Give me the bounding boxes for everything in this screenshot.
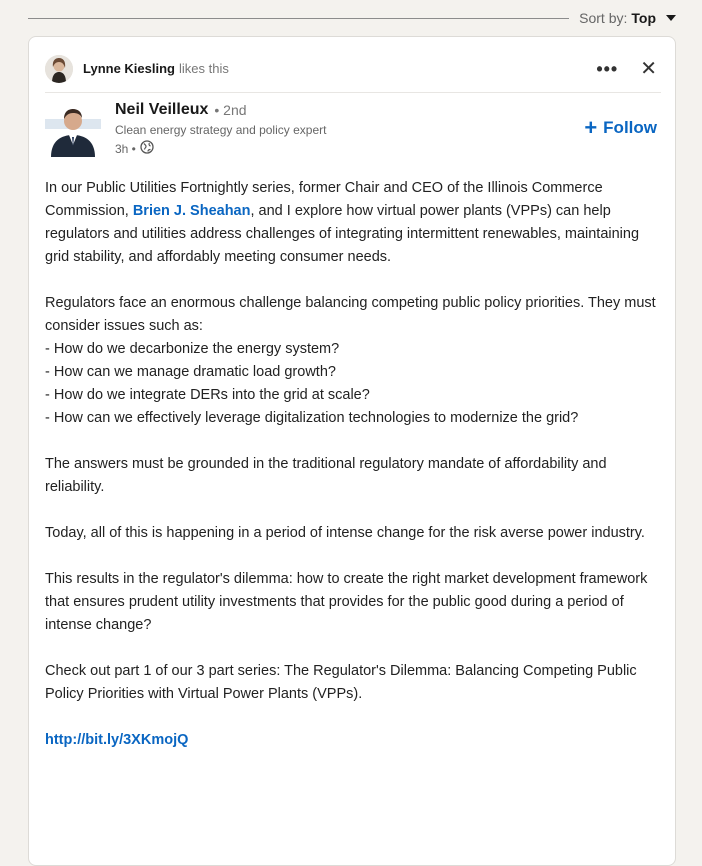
- post-text: , and I explore how virtual power plants (VPPs) can help regulators and utilities address challenges of integrating intermittent renewables, maintaining grid stability, and affordably meeting consumer needs.: [45, 203, 640, 265]
- author-name[interactable]: Neil Veilleux: [115, 101, 209, 118]
- post-time: 3h •: [115, 141, 136, 156]
- feed-post-card: [28, 36, 676, 866]
- plus-icon: +: [584, 115, 598, 140]
- more-icon[interactable]: •••: [596, 58, 619, 79]
- sort-label: Sort by:: [579, 10, 628, 26]
- sort-divider: [28, 18, 569, 19]
- list-item: - How can we effectively leverage digitalization technologies to modernize the grid?: [45, 410, 579, 426]
- social-text: [83, 61, 229, 76]
- mention-link[interactable]: Brien J. Sheahan: [132, 203, 251, 219]
- avatar[interactable]: [45, 55, 73, 83]
- follow-label: Follow: [603, 118, 657, 137]
- author-name-row: [115, 101, 326, 119]
- post-timestamp: [115, 140, 326, 157]
- close-icon[interactable]: ✕: [640, 57, 657, 80]
- external-link[interactable]: http://bit.ly/3XKmojQ: [45, 732, 189, 748]
- post-paragraph-3: The answers must be grounded in the traditional regulatory mandate of affordability and reliability.: [45, 456, 607, 495]
- list-item: - How do we decarbonize the energy system?: [45, 341, 340, 357]
- sort-bar: [28, 6, 676, 30]
- list-item: - How can we manage dramatic load growth?: [45, 364, 336, 380]
- social-context: [45, 45, 661, 93]
- author-avatar[interactable]: [45, 101, 101, 157]
- post-text: In our Public Utilities Fortnightly series, former Chair and CEO of the Illinois Commerce Commission,: [45, 180, 603, 219]
- sort-value: Top: [631, 10, 656, 26]
- post-author: [45, 101, 661, 165]
- post-paragraph-2: [45, 292, 661, 430]
- social-action: likes this: [178, 61, 229, 76]
- post-paragraph-5: This results in the regulator's dilemma: how to create the right market development framework that ensures prudent utility investments that provides for the public good during a period of intense change?: [45, 571, 648, 633]
- follow-button[interactable]: [584, 117, 657, 139]
- sort-button[interactable]: [579, 10, 676, 26]
- connection-degree: • 2nd: [214, 102, 247, 118]
- post-controls: [596, 59, 661, 79]
- author-info: [115, 101, 326, 157]
- post-paragraph-1: [45, 177, 661, 269]
- post-paragraph-4: Today, all of this is happening in a period of intense change for the risk averse power industry.: [45, 525, 645, 541]
- social-actor-name[interactable]: Lynne Kiesling: [83, 61, 175, 76]
- list-item: - How do we integrate DERs into the grid at scale?: [45, 387, 370, 403]
- post-paragraph-6: Check out part 1 of our 3 part series: The Regulator's Dilemma: Balancing Competing Public Policy Priorities with Virtual Power Plants (VPPs).: [45, 663, 637, 702]
- post-link-paragraph: [45, 729, 661, 752]
- post-text: Regulators face an enormous challenge balancing competing public policy priorities. They must consider issues such as:: [45, 295, 656, 334]
- post-body: [45, 177, 661, 775]
- author-headline: Clean energy strategy and policy expert: [115, 123, 327, 137]
- globe-icon: [140, 140, 154, 157]
- caret-down-icon: [666, 15, 676, 21]
